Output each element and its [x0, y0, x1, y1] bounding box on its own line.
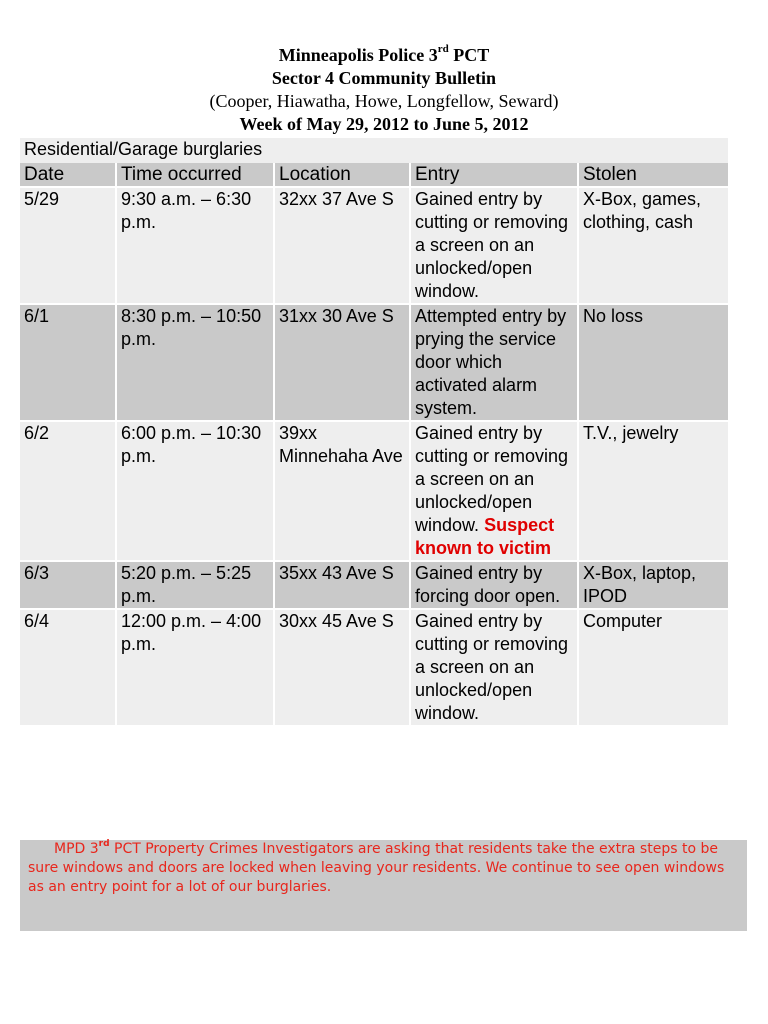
entry-text: Attempted entry by prying the service door which activated alarm system.: [415, 306, 567, 418]
entry-text: Gained entry by cutting or removing a screen on an unlocked/open window.: [415, 611, 569, 723]
burglary-report: [20, 138, 728, 725]
cell-date: [20, 304, 116, 421]
time-text: 12:00 p.m. – 4:00 p.m.: [121, 611, 262, 654]
stolen-text: X-Box, games, clothing, cash: [583, 189, 702, 232]
bulletin-header: [0, 44, 768, 136]
column-header-location: Location: [274, 163, 410, 187]
table-row: [20, 609, 728, 725]
cell-date: [20, 561, 116, 609]
cell-location: [274, 304, 410, 421]
cell-entry: [410, 304, 578, 421]
section-title: Residential/Garage burglaries: [24, 139, 263, 159]
date-text: 5/29: [24, 189, 60, 209]
header-neighborhoods: (Cooper, Hiawatha, Howe, Longfellow, Seward): [209, 91, 559, 111]
time-text: 9:30 a.m. – 6:30 p.m.: [121, 189, 252, 232]
cell-stolen: [578, 304, 728, 421]
notice-text: MPD 3rd PCT Property Crimes Investigators are asking that residents take the extra steps to be sure windows and doors are locked when leaving your residents. We continue to see open windows as an entry point for a lot of our burglaries.: [28, 839, 725, 895]
cell-date: [20, 187, 116, 304]
date-text: 6/3: [24, 563, 50, 583]
cell-entry: [410, 421, 578, 561]
date-text: 6/1: [24, 306, 50, 326]
section-title-row: [20, 138, 728, 163]
cell-time: [116, 609, 274, 725]
cell-location: [274, 187, 410, 304]
column-header-time: Time occurred: [116, 163, 274, 187]
header-title: Minneapolis Police 3rd PCT: [278, 43, 490, 65]
cell-entry: [410, 609, 578, 725]
location-text: 32xx 37 Ave S: [279, 189, 394, 209]
column-header-date: Date: [20, 163, 116, 187]
cell-stolen: [578, 187, 728, 304]
stolen-text: T.V., jewelry: [583, 423, 679, 443]
cell-entry: [410, 561, 578, 609]
column-header-entry: Entry: [410, 163, 578, 187]
column-header-row: [20, 163, 728, 187]
investigator-notice: [20, 840, 747, 931]
time-text: 6:00 p.m. – 10:30 p.m.: [121, 423, 262, 466]
column-header-stolen: Stolen: [578, 163, 728, 187]
location-text: 31xx 30 Ave S: [279, 306, 394, 326]
cell-location: [274, 609, 410, 725]
entry-text: Gained entry by cutting or removing a screen on an unlocked/open window.: [415, 189, 569, 301]
entry-text: Gained entry by forcing door open.: [415, 563, 561, 606]
cell-stolen: [578, 561, 728, 609]
cell-stolen: [578, 609, 728, 725]
cell-location: [274, 561, 410, 609]
table-row: [20, 187, 728, 304]
cell-entry: [410, 187, 578, 304]
cell-location: [274, 421, 410, 561]
cell-time: [116, 421, 274, 561]
table-row: [20, 304, 728, 421]
entry-alert-note: Suspect known to victim: [415, 515, 555, 558]
date-text: 6/4: [24, 611, 50, 631]
burglary-table: [20, 138, 728, 725]
location-text: 39xx Minnehaha Ave: [279, 423, 403, 466]
table-row: [20, 421, 728, 561]
stolen-text: No loss: [583, 306, 644, 326]
location-text: 35xx 43 Ave S: [279, 563, 394, 583]
stolen-text: X-Box, laptop, IPOD: [583, 563, 697, 606]
header-week: Week of May 29, 2012 to June 5, 2012: [239, 114, 529, 134]
cell-time: [116, 561, 274, 609]
time-text: 8:30 p.m. – 10:50 p.m.: [121, 306, 262, 349]
cell-date: [20, 421, 116, 561]
table-row: [20, 561, 728, 609]
cell-date: [20, 609, 116, 725]
cell-time: [116, 304, 274, 421]
cell-stolen: [578, 421, 728, 561]
date-text: 6/2: [24, 423, 50, 443]
cell-time: [116, 187, 274, 304]
entry-text: Gained entry by cutting or removing a screen on an unlocked/open window.: [415, 423, 569, 535]
header-subtitle: Sector 4 Community Bulletin: [271, 68, 497, 88]
time-text: 5:20 p.m. – 5:25 p.m.: [121, 563, 252, 606]
location-text: 30xx 45 Ave S: [279, 611, 394, 631]
stolen-text: Computer: [583, 611, 663, 631]
